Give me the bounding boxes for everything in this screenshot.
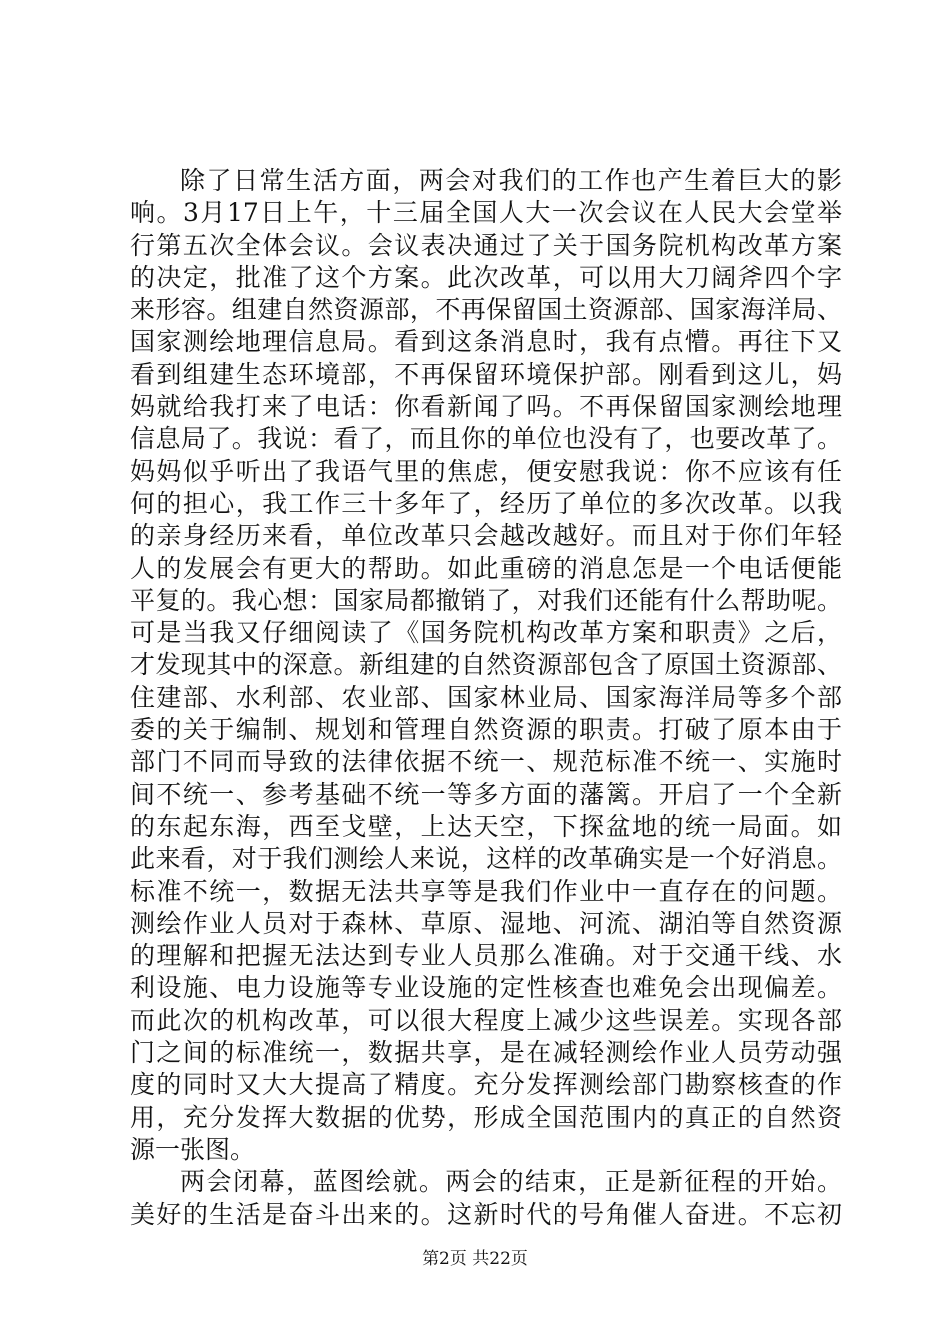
paragraph-line: 测绘作业人员对于森林、草原、湿地、河流、湖泊等自然资源 [130,908,842,938]
paragraph-line: 才发现其中的深意。新组建的自然资源部包含了原国土资源部、 [130,650,842,680]
paragraph-line: 住建部、水利部、农业部、国家林业局、国家海洋局等多个部 [130,682,842,712]
paragraph-line: 部门不同而导致的法律依据不统一、规范标准不统一、实施时 [130,747,842,777]
paragraph-line: 委的关于编制、规划和管理自然资源的职责。打破了原本由于 [130,715,842,745]
paragraph-line: 此来看，对于我们测绘人来说，这样的改革确实是一个好消息。 [130,844,842,874]
paragraph-line: 而此次的机构改革，可以很大程度上减少这些误差。实现各部 [130,1005,842,1035]
page-number-label: 第2页 共22页 [422,1249,528,1269]
paragraph-line: 除了日常生活方面，两会对我们的工作也产生着巨大的影 [180,166,842,195]
paragraph-line: 门之间的标准统一，数据共享，是在减轻测绘作业人员劳动强 [130,1038,842,1068]
paragraph-line: 度的同时又大大提高了精度。充分发挥测绘部门勘察核查的作 [130,1070,842,1100]
document-body [130,165,842,1231]
paragraph-line: 标准不统一，数据无法共享等是我们作业中一直存在的问题。 [130,876,842,906]
paragraph-line: 国家测绘地理信息局。看到这条消息时，我有点懵。再往下又 [130,327,842,357]
paragraph-line: 妈妈似乎听出了我语气里的焦虑，便安慰我说：你不应该有任 [130,456,842,486]
paragraph-line: 可是当我又仔细阅读了《国务院机构改革方案和职责》之后， [130,618,842,648]
paragraph-line: 的决定，批准了这个方案。此次改革，可以用大刀阔斧四个字 [130,262,842,292]
paragraph-line: 间不统一、参考基础不统一等多方面的藩篱。开启了一个全新 [130,779,842,809]
paragraph-line: 何的担心，我工作三十多年了，经历了单位的多次改革。以我 [130,488,842,518]
paragraph-line: 美好的生活是奋斗出来的。这新时代的号角催人奋进。不忘初 [130,1199,842,1229]
paragraph-line: 平复的。我心想：国家局都撤销了，对我们还能有什么帮助呢。 [130,585,842,615]
paragraph-line: 的理解和把握无法达到专业人员那么准确。对于交通干线、水 [130,941,842,971]
paragraph-line: 响。3月17日上午，十三届全国人大一次会议在人民大会堂举 [130,198,842,228]
paragraph-line: 妈就给我打来了电话：你看新闻了吗。不再保留国家测绘地理 [130,392,842,422]
paragraph-line: 看到组建生态环境部，不再保留环境保护部。刚看到这儿，妈 [130,359,842,389]
paragraph-line: 行第五次全体会议。会议表决通过了关于国务院机构改革方案 [130,230,842,260]
paragraph-line: 的亲身经历来看，单位改革只会越改越好。而且对于你们年轻 [130,521,842,551]
paragraph-line: 来形容。组建自然资源部，不再保留国土资源部、国家海洋局、 [130,295,842,325]
paragraph-line: 用，充分发挥大数据的优势，形成全国范围内的真正的自然资 [130,1102,842,1132]
page-footer [0,1244,950,1269]
paragraph-line: 源一张图。 [130,1134,256,1164]
paragraph-line: 两会闭幕，蓝图绘就。两会的结束，正是新征程的开始。 [180,1167,842,1197]
paragraph-line: 的东起东海，西至戈壁，上达天空，下探盆地的统一局面。如 [130,811,842,841]
paragraph-line: 人的发展会有更大的帮助。如此重磅的消息怎是一个电话便能 [130,553,842,583]
paragraph-line: 信息局了。我说：看了，而且你的单位也没有了，也要改革了。 [130,424,842,454]
paragraph-line: 利设施、电力设施等专业设施的定性核查也难免会出现偏差。 [130,973,842,1003]
